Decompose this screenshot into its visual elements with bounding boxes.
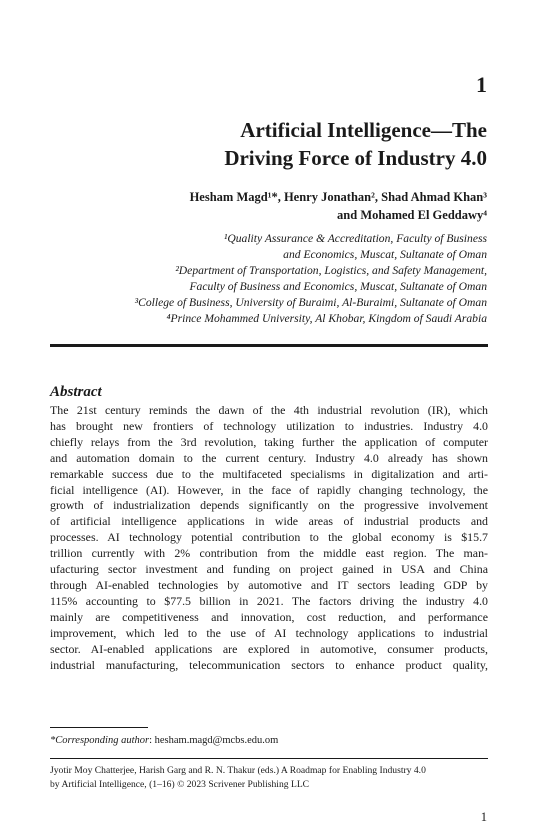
abstract-line: has brought new frontiers of technology utilization to industries. Industry 4.0 (50, 418, 488, 433)
abstract-line: industrial manufacturing, telecommunication sectors to enhance product quality, (50, 657, 488, 672)
book-citation-line: Jyotir Moy Chatterjee, Harish Garg and R. N. Thakur (eds.) A Roadmap for Enabling Industry 4.0 (50, 765, 426, 776)
abstract-heading: Abstract (50, 384, 102, 400)
book-citation (50, 764, 488, 792)
abstract-line: chiefly relays from the 3rd revolution, taking further the application of computer (50, 434, 488, 449)
abstract-line: processes. AI technology potential contribution to the global economy is $15.7 (50, 530, 488, 545)
affiliation-line: ¹Quality Assurance & Accreditation, Faculty of Business (223, 232, 487, 245)
footnote-label: *Corresponding author (50, 735, 150, 746)
footnote-divider (50, 727, 148, 728)
book-citation-line: by Artificial Intelligence, (1–16) © 2023 Scrivener Publishing LLC (50, 779, 310, 790)
abstract-body (50, 403, 488, 673)
abstract-line: through AI-enabled technologies by automotive and IT sectors leading GDP by (50, 577, 488, 592)
chapter-title (47, 116, 487, 172)
affiliation-line: ⁴Prince Mohammed University, Al Khobar, Kingdom of Saudi Arabia (166, 312, 487, 325)
chapter-title-line: Driving Force of Industry 4.0 (224, 146, 487, 170)
abstract-line: remarkable success due to the multifaceted specialisms in digitalization and arti- (50, 466, 488, 481)
chapter-number: 1 (476, 72, 487, 97)
affiliation-line: ²Department of Transportation, Logistics, and Safety Management, (175, 264, 487, 277)
affiliation-list (17, 231, 487, 327)
author-line: Hesham Magd¹*, Henry Jonathan², Shad Ahmad Khan³ (189, 190, 487, 204)
abstract-line: growth of industrialization depends significantly on the progressive involvement (50, 498, 488, 513)
footnote-email: : hesham.magd@mcbs.edu.om (149, 735, 279, 746)
abstract-line: trillion currently with 2% contribution from the middle east region. The man- (50, 546, 488, 561)
abstract-line: The 21st century reminds the dawn of the 4th industrial revolution (IR), which (50, 403, 488, 417)
abstract-line: mainly are competitiveness and innovation, cost reduction, and performance (50, 609, 488, 624)
author-line: and Mohamed El Geddawy⁴ (337, 208, 487, 222)
abstract-line: 115% accounting to $77.5 billion in 2021. The factors driving the industry 4.0 (50, 593, 488, 608)
abstract-line: ficial intelligence (AI). However, in the face of rapidly changing technology, the (50, 482, 488, 497)
header-divider (50, 344, 488, 347)
abstract-line: improvement, which led to the use of AI technology applications to industrial (50, 625, 488, 640)
page-number: 1 (480, 810, 487, 824)
footer-divider (50, 758, 488, 759)
chapter-title-line: Artificial Intelligence—The (240, 118, 487, 142)
corresponding-author-footnote (50, 734, 488, 748)
affiliation-line: ³College of Business, University of Buraimi, Al-Buraimi, Sultanate of Oman (134, 296, 487, 309)
abstract-line: ufacturing sector investment and funding on project gained in USA and China (50, 562, 488, 577)
affiliation-line: Faculty of Business and Economics, Muscat, Sultanate of Oman (189, 280, 487, 293)
abstract-line: sector. AI-enabled applications are explored in automotive, consumer products, (50, 641, 488, 656)
abstract-line: of artificial intelligence applications in wide areas of industrial products and (50, 514, 488, 529)
abstract-line: and automation domain to the current century. Industry 4.0 already has shown (50, 450, 488, 465)
affiliation-line: and Economics, Muscat, Sultanate of Oman (283, 248, 487, 261)
author-list (47, 188, 487, 224)
